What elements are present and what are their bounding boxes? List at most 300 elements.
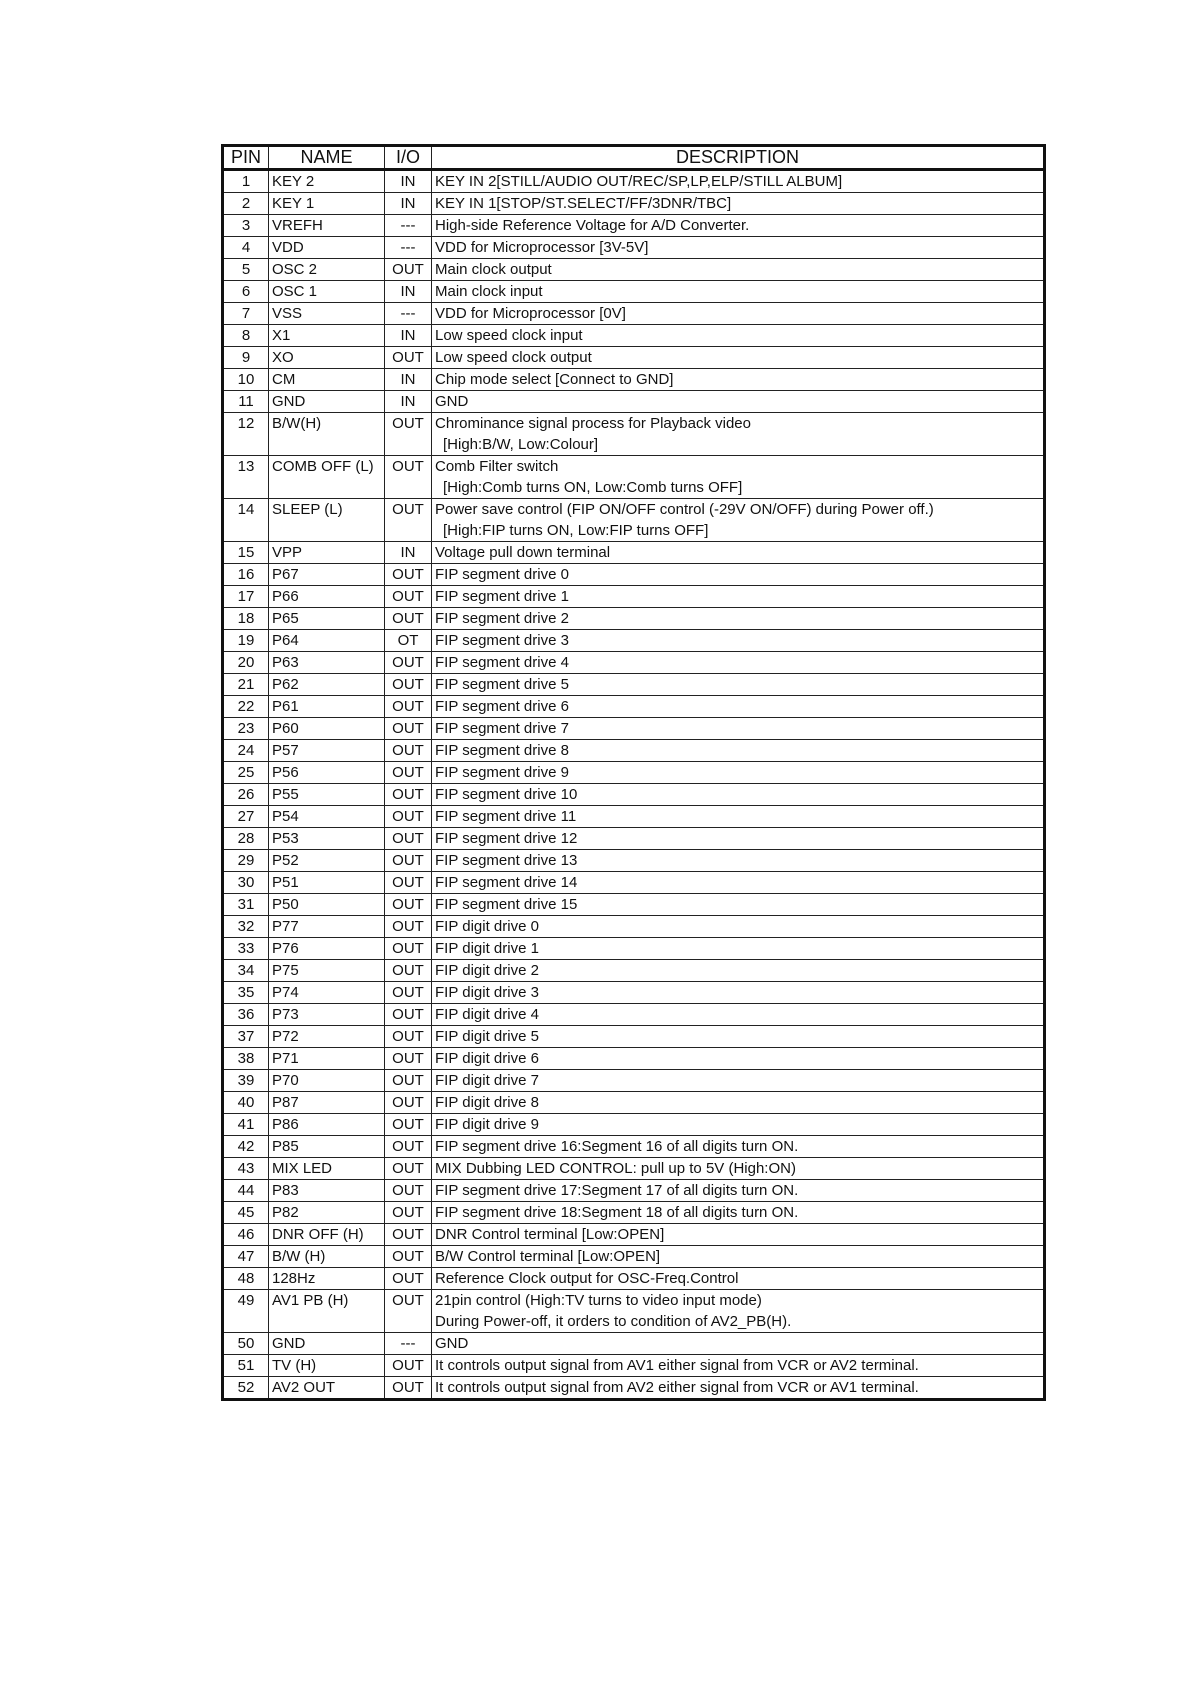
name-cell: B/W(H): [269, 413, 385, 456]
io-cell: OUT: [385, 1268, 432, 1290]
table-row: [223, 237, 1045, 259]
description-line: FIP segment drive 12: [435, 830, 578, 847]
io-cell: OUT: [385, 1355, 432, 1377]
io-cell: OUT: [385, 456, 432, 499]
io-cell: OUT: [385, 806, 432, 828]
io-cell: OUT: [385, 1114, 432, 1136]
io-cell: OUT: [385, 740, 432, 762]
description-line: MIX Dubbing LED CONTROL: pull up to 5V (High:ON): [435, 1160, 796, 1177]
name-cell: VPP: [269, 542, 385, 564]
description-line: Comb Filter switch: [435, 458, 559, 475]
name-cell: KEY 2: [269, 170, 385, 193]
pin-cell: 49: [223, 1290, 269, 1333]
pin-cell: 12: [223, 413, 269, 456]
io-cell: OUT: [385, 674, 432, 696]
pin-cell: 3: [223, 215, 269, 237]
pin-cell: 9: [223, 347, 269, 369]
pin-cell: 7: [223, 303, 269, 325]
table-row: [223, 982, 1045, 1004]
io-cell: OUT: [385, 872, 432, 894]
io-cell: IN: [385, 281, 432, 303]
description-cell: [432, 916, 1045, 938]
pin-cell: 48: [223, 1268, 269, 1290]
pin-cell: 27: [223, 806, 269, 828]
description-cell: [432, 1114, 1045, 1136]
name-cell: P63: [269, 652, 385, 674]
io-cell: ---: [385, 237, 432, 259]
pin-cell: 19: [223, 630, 269, 652]
description-cell: [432, 1224, 1045, 1246]
table-row: [223, 806, 1045, 828]
pin-cell: 1: [223, 170, 269, 193]
io-cell: OUT: [385, 347, 432, 369]
description-line: FIP digit drive 0: [435, 918, 539, 935]
table-row: [223, 1070, 1045, 1092]
description-cell: [432, 762, 1045, 784]
description-line: FIP segment drive 7: [435, 720, 569, 737]
description-line: VDD for Microprocessor [0V]: [435, 305, 626, 322]
io-cell: OUT: [385, 586, 432, 608]
pin-cell: 4: [223, 237, 269, 259]
pin-cell: 28: [223, 828, 269, 850]
pin-cell: 29: [223, 850, 269, 872]
table-row: [223, 894, 1045, 916]
io-cell: OUT: [385, 1290, 432, 1333]
table-row: [223, 193, 1045, 215]
name-cell: GND: [269, 1333, 385, 1355]
description-line: FIP digit drive 3: [435, 984, 539, 1001]
name-cell: P57: [269, 740, 385, 762]
description-line: Main clock output: [435, 261, 552, 278]
io-cell: OUT: [385, 564, 432, 586]
io-cell: ---: [385, 303, 432, 325]
table-row: [223, 718, 1045, 740]
pin-cell: 15: [223, 542, 269, 564]
name-cell: P86: [269, 1114, 385, 1136]
name-cell: XO: [269, 347, 385, 369]
name-cell: SLEEP (L): [269, 499, 385, 542]
name-cell: P66: [269, 586, 385, 608]
description-line: It controls output signal from AV2 either signal from VCR or AV1 terminal.: [435, 1379, 919, 1396]
name-cell: P52: [269, 850, 385, 872]
description-cell: [432, 259, 1045, 281]
description-line: FIP digit drive 1: [435, 940, 539, 957]
pin-cell: 14: [223, 499, 269, 542]
name-cell: P77: [269, 916, 385, 938]
name-cell: KEY 1: [269, 193, 385, 215]
name-cell: P53: [269, 828, 385, 850]
table-row: [223, 872, 1045, 894]
pin-cell: 51: [223, 1355, 269, 1377]
description-line: FIP digit drive 9: [435, 1116, 539, 1133]
table-row: [223, 564, 1045, 586]
description-line: FIP segment drive 1: [435, 588, 569, 605]
io-cell: OUT: [385, 938, 432, 960]
table-row: [223, 586, 1045, 608]
description-line: FIP segment drive 13: [435, 852, 578, 869]
description-cell: [432, 828, 1045, 850]
name-cell: P71: [269, 1048, 385, 1070]
description-cell: [432, 1333, 1045, 1355]
pin-cell: 40: [223, 1092, 269, 1114]
description-line: B/W Control terminal [Low:OPEN]: [435, 1248, 661, 1265]
pin-cell: 43: [223, 1158, 269, 1180]
description-line: FIP segment drive 2: [435, 610, 569, 627]
description-line: FIP segment drive 10: [435, 786, 578, 803]
name-cell: P64: [269, 630, 385, 652]
table-row: [223, 259, 1045, 281]
io-cell: OUT: [385, 1202, 432, 1224]
table-row: [223, 1026, 1045, 1048]
io-cell: OT: [385, 630, 432, 652]
description-cell: [432, 630, 1045, 652]
pin-cell: 20: [223, 652, 269, 674]
io-cell: OUT: [385, 1180, 432, 1202]
pin-cell: 52: [223, 1377, 269, 1400]
pin-cell: 6: [223, 281, 269, 303]
pin-cell: 33: [223, 938, 269, 960]
table-row: [223, 170, 1045, 193]
pin-cell: 39: [223, 1070, 269, 1092]
description-line: FIP segment drive 4: [435, 654, 569, 671]
io-cell: OUT: [385, 1092, 432, 1114]
description-line: High-side Reference Voltage for A/D Converter.: [435, 217, 750, 234]
description-line: FIP segment drive 14: [435, 874, 578, 891]
name-cell: AV1 PB (H): [269, 1290, 385, 1333]
io-cell: OUT: [385, 1048, 432, 1070]
description-cell: [432, 1136, 1045, 1158]
pin-cell: 26: [223, 784, 269, 806]
description-line: Power save control (FIP ON/OFF control (-29V ON/OFF) during Power off.): [435, 501, 934, 518]
io-cell: OUT: [385, 499, 432, 542]
description-line: KEY IN 1[STOP/ST.SELECT/FF/3DNR/TBC]: [435, 195, 732, 212]
description-line: Low speed clock output: [435, 349, 592, 366]
io-cell: OUT: [385, 1004, 432, 1026]
name-cell: P65: [269, 608, 385, 630]
table-row: [223, 542, 1045, 564]
io-cell: OUT: [385, 894, 432, 916]
io-cell: OUT: [385, 1246, 432, 1268]
table-row: [223, 1114, 1045, 1136]
description-cell: [432, 542, 1045, 564]
description-line: DNR Control terminal [Low:OPEN]: [435, 1226, 665, 1243]
description-cell: [432, 1004, 1045, 1026]
description-cell: [432, 303, 1045, 325]
description-line: FIP segment drive 5: [435, 676, 569, 693]
name-cell: CM: [269, 369, 385, 391]
name-cell: P82: [269, 1202, 385, 1224]
name-cell: P50: [269, 894, 385, 916]
io-cell: OUT: [385, 850, 432, 872]
pin-cell: 13: [223, 456, 269, 499]
description-line: FIP segment drive 15: [435, 896, 578, 913]
name-cell: X1: [269, 325, 385, 347]
description-line: FIP segment drive 18:Segment 18 of all digits turn ON.: [435, 1204, 799, 1221]
description-cell: [432, 1202, 1045, 1224]
pin-cell: 8: [223, 325, 269, 347]
table-row: [223, 938, 1045, 960]
description-line: KEY IN 2[STILL/AUDIO OUT/REC/SP,LP,ELP/STILL ALBUM]: [435, 173, 843, 190]
description-line: FIP segment drive 8: [435, 742, 569, 759]
name-cell: VSS: [269, 303, 385, 325]
pin-cell: 17: [223, 586, 269, 608]
name-cell: MIX LED: [269, 1158, 385, 1180]
pin-cell: 25: [223, 762, 269, 784]
table-row: [223, 652, 1045, 674]
description-cell: [432, 456, 1045, 499]
description-cell: [432, 281, 1045, 303]
description-line: FIP segment drive 3: [435, 632, 569, 649]
description-cell: [432, 1355, 1045, 1377]
pin-cell: 30: [223, 872, 269, 894]
io-cell: IN: [385, 193, 432, 215]
table-row: [223, 369, 1045, 391]
name-cell: P61: [269, 696, 385, 718]
description-line: FIP segment drive 17:Segment 17 of all digits turn ON.: [435, 1182, 799, 1199]
description-line: 21pin control (High:TV turns to video input mode): [435, 1292, 762, 1309]
description-line: Chrominance signal process for Playback video: [435, 415, 751, 432]
name-cell: COMB OFF (L): [269, 456, 385, 499]
description-cell: [432, 413, 1045, 456]
pin-cell: 47: [223, 1246, 269, 1268]
table-row: [223, 784, 1045, 806]
pin-cell: 22: [223, 696, 269, 718]
io-cell: OUT: [385, 1070, 432, 1092]
table-row: [223, 630, 1045, 652]
io-cell: IN: [385, 369, 432, 391]
table-row: [223, 499, 1045, 542]
name-cell: 128Hz: [269, 1268, 385, 1290]
pin-cell: 16: [223, 564, 269, 586]
table-row: [223, 828, 1045, 850]
pin-cell: 23: [223, 718, 269, 740]
io-cell: OUT: [385, 960, 432, 982]
io-cell: OUT: [385, 762, 432, 784]
description-line: Reference Clock output for OSC-Freq.Control: [435, 1270, 739, 1287]
description-cell: [432, 391, 1045, 413]
name-cell: P85: [269, 1136, 385, 1158]
description-cell: [432, 806, 1045, 828]
description-cell: [432, 1268, 1045, 1290]
description-cell: [432, 1092, 1045, 1114]
description-line: Low speed clock input: [435, 327, 583, 344]
table-row: [223, 1355, 1045, 1377]
description-cell: [432, 564, 1045, 586]
description-line: VDD for Microprocessor [3V-5V]: [435, 239, 649, 256]
io-cell: IN: [385, 542, 432, 564]
description-cell: [432, 850, 1045, 872]
description-cell: [432, 894, 1045, 916]
name-cell: DNR OFF (H): [269, 1224, 385, 1246]
description-cell: [432, 369, 1045, 391]
description-line: During Power-off, it orders to condition of AV2_PB(H).: [435, 1313, 792, 1330]
name-cell: P70: [269, 1070, 385, 1092]
name-cell: GND: [269, 391, 385, 413]
description-line: FIP digit drive 5: [435, 1028, 539, 1045]
table-row: [223, 413, 1045, 456]
description-line: GND: [435, 1335, 469, 1352]
table-row: [223, 1136, 1045, 1158]
table-row: [223, 1048, 1045, 1070]
io-cell: IN: [385, 391, 432, 413]
description-line: FIP digit drive 4: [435, 1006, 539, 1023]
description-cell: [432, 215, 1045, 237]
name-cell: VREFH: [269, 215, 385, 237]
table-row: [223, 456, 1045, 499]
description-line: Chip mode select [Connect to GND]: [435, 371, 674, 388]
name-cell: P83: [269, 1180, 385, 1202]
name-cell: P73: [269, 1004, 385, 1026]
pin-cell: 35: [223, 982, 269, 1004]
pin-cell: 2: [223, 193, 269, 215]
description-cell: [432, 784, 1045, 806]
description-cell: [432, 938, 1045, 960]
name-cell: P51: [269, 872, 385, 894]
table-row: [223, 1092, 1045, 1114]
pin-cell: 11: [223, 391, 269, 413]
header-row: [223, 146, 1045, 170]
description-cell: [432, 1048, 1045, 1070]
description-line: FIP digit drive 2: [435, 962, 539, 979]
table-row: [223, 740, 1045, 762]
io-cell: OUT: [385, 1136, 432, 1158]
name-cell: P62: [269, 674, 385, 696]
table-row: [223, 325, 1045, 347]
description-cell: [432, 499, 1045, 542]
header-pin: PIN: [223, 146, 269, 170]
pin-cell: 18: [223, 608, 269, 630]
table-row: [223, 1268, 1045, 1290]
description-cell: [432, 1070, 1045, 1092]
table-row: [223, 1290, 1045, 1333]
pin-cell: 34: [223, 960, 269, 982]
io-cell: IN: [385, 325, 432, 347]
table-row: [223, 674, 1045, 696]
io-cell: OUT: [385, 1224, 432, 1246]
description-cell: [432, 652, 1045, 674]
description-line: GND: [435, 393, 469, 410]
table-row: [223, 1004, 1045, 1026]
table-row: [223, 762, 1045, 784]
name-cell: P76: [269, 938, 385, 960]
name-cell: P72: [269, 1026, 385, 1048]
description-cell: [432, 1158, 1045, 1180]
description-cell: [432, 982, 1045, 1004]
description-cell: [432, 674, 1045, 696]
io-cell: ---: [385, 215, 432, 237]
name-cell: VDD: [269, 237, 385, 259]
table-row: [223, 960, 1045, 982]
table-row: [223, 281, 1045, 303]
table-row: [223, 303, 1045, 325]
io-cell: OUT: [385, 982, 432, 1004]
description-cell: [432, 696, 1045, 718]
name-cell: P56: [269, 762, 385, 784]
description-line: FIP segment drive 11: [435, 808, 577, 825]
pin-cell: 38: [223, 1048, 269, 1070]
io-cell: OUT: [385, 696, 432, 718]
pin-description-table: [221, 144, 1046, 1401]
pin-cell: 36: [223, 1004, 269, 1026]
name-cell: P60: [269, 718, 385, 740]
description-cell: [432, 347, 1045, 369]
table-row: [223, 1202, 1045, 1224]
description-line: [High:B/W, Low:Colour]: [443, 436, 599, 453]
io-cell: OUT: [385, 916, 432, 938]
table-row: [223, 850, 1045, 872]
pin-cell: 37: [223, 1026, 269, 1048]
table-row: [223, 391, 1045, 413]
io-cell: IN: [385, 170, 432, 193]
name-cell: AV2 OUT: [269, 1377, 385, 1400]
description-cell: [432, 718, 1045, 740]
name-cell: P55: [269, 784, 385, 806]
header-name: NAME: [269, 146, 385, 170]
table-row: [223, 1158, 1045, 1180]
description-cell: [432, 586, 1045, 608]
name-cell: OSC 1: [269, 281, 385, 303]
description-line: Main clock input: [435, 283, 543, 300]
name-cell: P67: [269, 564, 385, 586]
table-row: [223, 1246, 1045, 1268]
pin-cell: 31: [223, 894, 269, 916]
name-cell: OSC 2: [269, 259, 385, 281]
io-cell: OUT: [385, 1377, 432, 1400]
table-row: [223, 608, 1045, 630]
pin-cell: 10: [223, 369, 269, 391]
description-line: FIP segment drive 6: [435, 698, 569, 715]
table-row: [223, 347, 1045, 369]
description-cell: [432, 1377, 1045, 1400]
description-cell: [432, 608, 1045, 630]
description-line: FIP digit drive 8: [435, 1094, 539, 1111]
description-cell: [432, 193, 1045, 215]
name-cell: P75: [269, 960, 385, 982]
description-cell: [432, 960, 1045, 982]
header-description: DESCRIPTION: [432, 146, 1045, 170]
io-cell: OUT: [385, 828, 432, 850]
description-cell: [432, 237, 1045, 259]
pin-cell: 46: [223, 1224, 269, 1246]
pin-cell: 5: [223, 259, 269, 281]
description-cell: [432, 1180, 1045, 1202]
table-row: [223, 1377, 1045, 1400]
pin-cell: 32: [223, 916, 269, 938]
table-header: [223, 146, 1045, 170]
io-cell: OUT: [385, 608, 432, 630]
description-line: FIP digit drive 7: [435, 1072, 539, 1089]
io-cell: OUT: [385, 718, 432, 740]
pin-cell: 41: [223, 1114, 269, 1136]
pin-cell: 50: [223, 1333, 269, 1355]
description-cell: [432, 872, 1045, 894]
description-cell: [432, 1246, 1045, 1268]
table-row: [223, 215, 1045, 237]
table-row: [223, 916, 1045, 938]
io-cell: ---: [385, 1333, 432, 1355]
description-line: FIP digit drive 6: [435, 1050, 539, 1067]
description-line: FIP segment drive 0: [435, 566, 569, 583]
description-line: FIP segment drive 16:Segment 16 of all digits turn ON.: [435, 1138, 799, 1155]
description-line: Voltage pull down terminal: [435, 544, 611, 561]
io-cell: OUT: [385, 259, 432, 281]
name-cell: TV (H): [269, 1355, 385, 1377]
io-cell: OUT: [385, 1026, 432, 1048]
description-line: It controls output signal from AV1 either signal from VCR or AV2 terminal.: [435, 1357, 919, 1374]
io-cell: OUT: [385, 1158, 432, 1180]
description-cell: [432, 170, 1045, 193]
description-line: [High:FIP turns ON, Low:FIP turns OFF]: [443, 522, 709, 539]
